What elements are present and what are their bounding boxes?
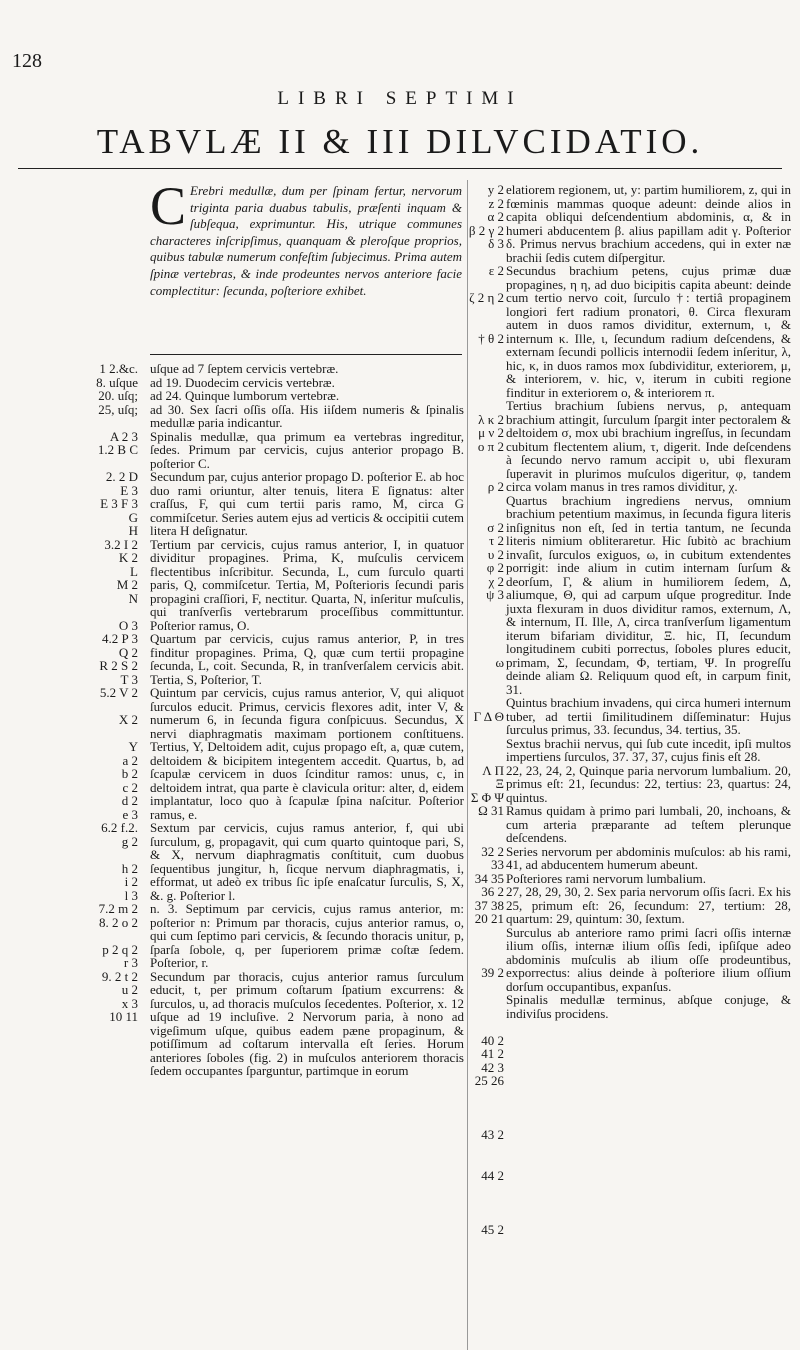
margin-reference: 33 xyxy=(491,857,504,872)
margin-reference xyxy=(18,929,138,943)
text-paragraph: Secundum par thoracis, cujus anterior ramus ſurculum educit, t, per primum coſtarum ſpatium excurrens: & ſurculos, u, ad thoracis muſculos ſecedentes. Poſterior, x. 12 uſque ad 19 incluſive. 2 Nervorum paria, à nono ad vigeſimum uſque, quibus eadem pæne propaginum, & potiſſimum ad coſtarum intervalla eſt ſeries. Horum anteriores ſoboles (fig. 2) in muſculos anteriorem thoracis ſedem occupantes ſparguntur, partimque in eorum xyxy=(150,968,464,1078)
margin-reference: β 2 γ 2 xyxy=(468,222,504,238)
text-paragraph: Quintus brachium invadens, qui circa humeri internum tuber, ad tertii ſimilitudinem diſſeminatur: Hujus ſurculus primus, 33. ſecundus, 34. tertius, 35. xyxy=(506,695,791,737)
margin-reference: Q 2 xyxy=(118,644,138,660)
margin-reference xyxy=(468,318,504,332)
margin-reference: 36 2 xyxy=(481,884,504,899)
margin-reference: 7.2 m 2 xyxy=(98,901,138,916)
text-paragraph: Sextum par cervicis, cujus ramus anterior, f, qui ubi ſurculum, g, propagavit, qui cum quarto quintoque pari, S, & X, nervum diaphragmatis conſtituit, cum duobus ſequentibus jungitur, h, ſicque nervum diaphragmatis, i, efformat, ut adeò ex tribus ſic ipſe enaſcatur ſurculis, S, X, &. g. Poſterior l. xyxy=(150,820,464,903)
margin-reference xyxy=(468,251,504,265)
margin-reference xyxy=(468,467,504,481)
margin-reference: r 3 xyxy=(123,955,138,970)
margin-reference xyxy=(468,1142,504,1156)
margin-reference: Ξ xyxy=(495,776,504,791)
title-rule xyxy=(18,168,782,169)
margin-reference xyxy=(468,993,504,1007)
margin-reference: R 2 S 2 xyxy=(99,658,138,673)
margin-reference: b 2 xyxy=(121,766,138,781)
text-paragraph: 27, 28, 29, 30, 2. Sex paria nervorum oſſis ſacri. Ex his 25, primum eſt: 26, ſecundum: 27, tertium: 28, quartum: 29, quintum: 30, ſextum. xyxy=(506,884,791,926)
intro-rule xyxy=(150,354,462,355)
margin-reference xyxy=(468,629,504,643)
margin-reference: τ 2 xyxy=(489,533,504,548)
margin-reference xyxy=(468,1088,504,1102)
margin-reference: u 2 xyxy=(121,982,138,997)
text-paragraph: Quartum par cervicis, cujus ramus anterior, P, in tres finditur propagines. Prima, Q, quæ cum tertii propagine ſecunda, L, coit. Secunda, R, in tranſverſalem cervicis abit. Tertia, S, Poſterior, T. xyxy=(150,631,464,687)
margin-reference: Ω 31 xyxy=(478,803,504,818)
margin-reference xyxy=(468,615,504,629)
margin-reference xyxy=(468,359,504,373)
margin-reference xyxy=(468,602,504,616)
margin-reference xyxy=(468,737,504,751)
text-paragraph: 22, 23, 24, 2, Quinque paria nervorum lumbalium. 20, primus eſt: 21, ſecundus: 22, tertius: 23, quartus: 24, quintus. xyxy=(506,762,791,805)
margin-reference: Σ Φ Ψ xyxy=(470,789,504,805)
margin-reference xyxy=(18,605,138,619)
margin-reference: H xyxy=(128,523,138,538)
margin-reference: 10 11 xyxy=(109,1009,138,1024)
margin-reference: μ ν 2 xyxy=(478,425,504,440)
margin-reference: Λ Π xyxy=(482,762,504,778)
margin-reference: K 2 xyxy=(118,550,138,565)
margin-reference: α 2 xyxy=(487,209,504,224)
margin-reference xyxy=(468,399,504,413)
margin-reference: 3.2 I 2 xyxy=(104,536,138,552)
margin-reference: 45 2 xyxy=(481,1221,504,1237)
text-paragraph: Secundus brachium petens, cujus primæ duæ propagines, η η, ad duo bicipitis capita abeunt: deinde cum tertio nervo coit, ſurculo †: tertiâ propaginem longiori fert radium pronatori, θ. Circa flexuram autem in duos ramos dividitur, externum, ι, & internum κ. Ille, ι, ſecundum radium deſcendens, & externam ſecundi pollicis internodii ſedem inſeritur, λ, hic, κ, in duos ramos mox ſubdividitur, exteriorem, μ, & interiorem, ν. hic, ν, iterum in cubiti regione finditur in exteriorem ο, & interiorem π. xyxy=(506,263,791,400)
margin-reference xyxy=(468,926,504,940)
intro-text: Erebri medullæ, dum per ſpinam fertur, nervorum triginta paria duabus tabulis, præſenti inquam & ſubſequa, exprimuntur. His, utrique communes characteres inſcripſimus, quanquam & pleroſque proprios, quibus tabulæ numerum confeſtim ſubjecimus. Prima autem ſpinæ vertebras, & inde prodeuntes nervos anteriore facie complectitur: ſecunda, poſteriore exhibet. xyxy=(150,183,462,298)
margin-reference xyxy=(468,750,504,764)
margin-reference: 6.2 f.2. xyxy=(101,820,138,835)
margin-reference xyxy=(468,453,504,467)
text-paragraph: ad 24. Quinque lumborum vertebræ. xyxy=(150,388,340,403)
text-paragraph: ad 30. Sex ſacri oſſis oſſa. His iiſdem numeris & ſpinalis medullæ paria indicantur. xyxy=(150,401,464,430)
margin-reference: z 2 xyxy=(488,195,504,211)
margin-reference: 40 2 xyxy=(481,1032,504,1048)
margin-reference xyxy=(468,723,504,737)
text-paragraph: Tertium par cervicis, cujus ramus anterior, I, in quatuor dividitur propagines. Prima, K, muſculis cervicem flectentibus inſcribitur. Secunda, L, cum ſurculo quarti paris, Q, commiſcetur. Tertia, M, Poſterioris ſecundi paris propagini craſſiori, F, nectitur. Quarta, N, inſeritur muſculis, qui tranſverſis vertebrarum proceſſibus committuntur. Poſterior ramus, O. xyxy=(150,536,464,633)
margin-reference xyxy=(468,386,504,400)
margin-reference: O 3 xyxy=(118,617,138,633)
text-paragraph: Quintum par cervicis, cujus ramus anterior, V, qui aliquot ſurculos educit. Primus, cervicis flexores adit, inter V, & numerum 6, in ſecunda figura conſpicuus. Secundus, X nervi diaphragmatis maximam portionem conſtituens. Tertius, Y, Deltoidem adit, cujus propago eſt, a, quæ cutem, deltoidem & bicipitem integentem accedit. Quartus, b, ad ſcapulæ cervicem in duos ſcinditur ramos: unus, c, in deltoidem intrat, qua parte è clavicula oritur: alter, d, eidem implantatur, loco quo à ſcapulæ ſpina naſcitur. Poſterior ramus, e. xyxy=(150,685,464,822)
margin-reference: υ 2 xyxy=(487,546,504,562)
margin-reference xyxy=(468,980,504,994)
margin-reference xyxy=(468,1007,504,1021)
margin-reference: 41 2 xyxy=(481,1046,504,1061)
margin-reference xyxy=(18,848,138,862)
text-paragraph: Quartus brachium ingrediens nervus, omnium brachium petentium maximus, in ſecunda figura literis inſignitus non eſt, ſed in tertia tantum, ne ſecunda literis nimium obliteraretur. Hic ſubitò ac brachium invaſit, ſurculos exiguos, ω, in cubitum extendentes porrigit: inde alium in cutim internam ſurſum & deorſum, Γ, & alium in humiliorem ſedem, Δ, aliumque, Θ, qui ad carpum uſque progreditur. Inde juxta flexuram in duos dividitur ramos, externum, Λ, & internum, Π. Ille, Λ, circa tranſverſum ligamentum iterum bifariam dividitur, Ξ. hic, Π, ſecundum longitudinem cubiti porrectus, ſoboles plures educit, primam, Σ, ſecundam, Φ, tertiam, Ψ. In progreſſu deinde aliam Ω. Reliquum quod eſt, in carpum finit, 31. xyxy=(506,492,791,697)
drop-cap: C xyxy=(150,176,187,236)
page-number: 128 xyxy=(12,50,42,72)
margin-reference: G xyxy=(128,509,138,525)
margin-reference: 20 21 xyxy=(474,911,504,926)
intro-paragraph xyxy=(150,176,462,299)
margin-reference: ο π 2 xyxy=(477,438,504,454)
text-paragraph: Poſteriores rami nervorum lumbalium. xyxy=(506,870,707,886)
text-paragraph: Secundum par, cujus anterior propago D. poſterior E. ab hoc duo rami oriuntur, alter tenuis, litera E ſignatus: alter craſſus, F, qui cum tertii paris ramo, M, circa G commiſcetur. Series autem ejus ad verticis & occipitii cutem litera H deſignatur. xyxy=(150,469,464,538)
margin-reference: χ 2 xyxy=(488,573,504,589)
margin-reference: σ 2 xyxy=(487,519,504,535)
left-column-text xyxy=(150,362,464,1078)
margin-reference: p 2 q 2 xyxy=(102,941,138,957)
margin-reference xyxy=(468,831,504,845)
margin-reference: x 3 xyxy=(121,995,138,1011)
text-paragraph: uſque ad 7 ſeptem cervicis vertebræ. xyxy=(150,361,339,376)
margin-reference xyxy=(468,305,504,319)
margin-reference: 9. 2 t 2 xyxy=(101,968,138,984)
margin-reference xyxy=(468,696,504,710)
text-paragraph: Spinalis medullæ, qua primum ea vertebras ingreditur, ſedes. Primum par cervicis, cujus anterior propago B. poſterior C. xyxy=(150,428,464,471)
margin-reference xyxy=(468,953,504,967)
margin-reference: a 2 xyxy=(122,752,138,768)
margin-reference xyxy=(468,1020,504,1034)
margin-reference: 1 2.&c. xyxy=(99,361,138,376)
margin-reference xyxy=(468,818,504,832)
margin-reference: E 3 xyxy=(120,482,138,498)
right-margin-references xyxy=(468,183,504,1236)
margin-reference: 42 3 xyxy=(481,1059,504,1075)
margin-reference xyxy=(468,1182,504,1196)
margin-reference: A 2 3 xyxy=(109,428,138,444)
margin-reference: 32 2 xyxy=(481,843,504,859)
margin-reference: ε 2 xyxy=(488,263,504,278)
margin-reference: 5.2 V 2 xyxy=(99,685,138,700)
margin-reference: Y xyxy=(128,739,138,754)
margin-reference: 37 38 xyxy=(474,897,504,913)
text-paragraph: elatiorem regionem, ut, y: partim humiliorem, z, qui in fœminis mammas quoque adeunt: deinde alios in capita obliqui deſcendentium abdominis, α, & in humeri abducentem β. alius papillam adit γ. Poſterior δ. Primus nervus brachium accedens, qui in exter næ brachii ſedis cutem diſpergitur. xyxy=(506,182,791,265)
margin-reference: e 3 xyxy=(122,806,138,822)
margin-reference xyxy=(468,1115,504,1129)
margin-reference: X 2 xyxy=(118,712,138,727)
margin-reference: 44 2 xyxy=(481,1167,504,1183)
margin-reference: 8. uſque xyxy=(96,374,138,390)
margin-reference xyxy=(468,939,504,953)
margin-reference: E 3 F 3 xyxy=(100,496,138,511)
margin-reference xyxy=(468,507,504,521)
text-paragraph: Surculus ab anteriore ramo primi ſacri oſſis internæ ilium oſſis, internæ ilium oſſis ſedi, ipſiſque adeo abdominis muſculis ab ilium oſſe prodeuntibus, exporrectus: alius deinde à poſteriore ilium oſſium dorſum occupantibus, expanſus. xyxy=(506,924,791,994)
margin-reference xyxy=(468,1196,504,1210)
margin-reference: 1.2 B C xyxy=(97,442,138,457)
margin-reference: 43 2 xyxy=(481,1127,504,1142)
margin-reference: ω xyxy=(495,654,504,670)
margin-reference: d 2 xyxy=(121,793,138,808)
margin-reference xyxy=(18,727,138,741)
margin-reference: 20. uſq; xyxy=(98,388,138,403)
running-head: LIBRI SEPTIMI xyxy=(277,88,523,109)
margin-reference xyxy=(468,1209,504,1223)
margin-reference xyxy=(468,642,504,656)
margin-reference: 25 26 xyxy=(474,1073,504,1088)
margin-reference xyxy=(468,278,504,292)
margin-reference xyxy=(468,494,504,508)
text-paragraph: Ramus quidam à primo pari lumbali, 20, inchoans, & cum arteria præparante ad teſtem plerunque deſcendens. xyxy=(506,803,791,845)
margin-reference xyxy=(468,1101,504,1115)
margin-reference: Γ Δ Θ xyxy=(473,708,504,724)
margin-reference: 2. 2 D xyxy=(105,469,138,484)
margin-reference: y 2 xyxy=(487,182,504,197)
margin-reference: ρ 2 xyxy=(487,479,504,494)
margin-reference: i 2 xyxy=(124,874,138,889)
margin-reference xyxy=(18,700,138,714)
margin-reference: φ 2 xyxy=(486,560,504,575)
text-paragraph: ad 19. Duodecim cervicis vertebræ. xyxy=(150,374,335,390)
margin-reference xyxy=(18,457,138,471)
text-paragraph: Sextus brachii nervus, qui ſub cute incedit, ipſi multos impertiens ſurculos, 37. 37, 37, cujus finis eſt 28. xyxy=(506,735,791,764)
margin-reference: ζ 2 η 2 xyxy=(469,290,504,305)
margin-reference: 4.2 P 3 xyxy=(102,631,138,646)
margin-reference xyxy=(468,669,504,683)
margin-reference xyxy=(468,372,504,386)
margin-reference xyxy=(18,416,138,430)
margin-reference: 25, uſq; xyxy=(98,401,138,417)
margin-reference: T 3 xyxy=(120,671,138,687)
text-paragraph: Series nervorum per abdominis muſculos: ab his rami, 41, ad abducentem humerum abeunt. xyxy=(506,843,791,872)
margin-reference: λ κ 2 xyxy=(478,411,504,427)
margin-reference: l 3 xyxy=(124,887,138,903)
page-title: TABVLÆ II & III DILVCIDATIO. xyxy=(96,122,704,161)
margin-reference: δ 3 xyxy=(488,236,504,251)
margin-reference: ψ 3 xyxy=(486,587,504,602)
margin-reference: † θ 2 xyxy=(478,330,504,346)
margin-reference xyxy=(468,345,504,359)
margin-reference xyxy=(468,1155,504,1169)
margin-reference: L xyxy=(130,563,138,579)
text-paragraph: Spinalis medullæ terminus, abſque conjuge, & indiviſus procidens. xyxy=(506,992,791,1021)
text-paragraph: n. 3. Septimum par cervicis, cujus ramus anterior, m: poſterior n: Primum par thoracis, cujus anterior ramus, o, qui cum ſeptimo pari cervicis, & ſecundo thoracis unitur, p, ſparſa ſobole, q, per ſuperiorem primæ coſtæ ſedem. Poſterior, r. xyxy=(150,901,464,970)
margin-reference: c 2 xyxy=(122,779,138,795)
margin-reference: 34 35 xyxy=(474,870,504,886)
left-margin-references xyxy=(18,362,138,1024)
margin-reference xyxy=(468,683,504,697)
margin-reference: h 2 xyxy=(121,860,138,876)
margin-reference: g 2 xyxy=(121,833,138,849)
right-column-text xyxy=(506,183,791,1020)
margin-reference: 39 2 xyxy=(481,965,504,980)
text-paragraph: Tertius brachium ſubiens nervus, ρ, antequam brachium attingit, ſurculum ſpargit inter pectoralem & deltoidem σ, mox ubi brachium ingreſſus, in ſecundam cubitum flectentem alium, τ, digerit. Inde deſcendens à ſecundo nervo ramum accipit υ, ubi flexuram ſuperavit in plurimos muſculos digeritur, φ, tandem circa volam manus in tres ramos dividitur, χ. xyxy=(506,398,791,494)
margin-reference: N xyxy=(128,590,138,606)
margin-reference: M 2 xyxy=(116,577,138,592)
margin-reference: 8. 2 o 2 xyxy=(99,914,138,930)
